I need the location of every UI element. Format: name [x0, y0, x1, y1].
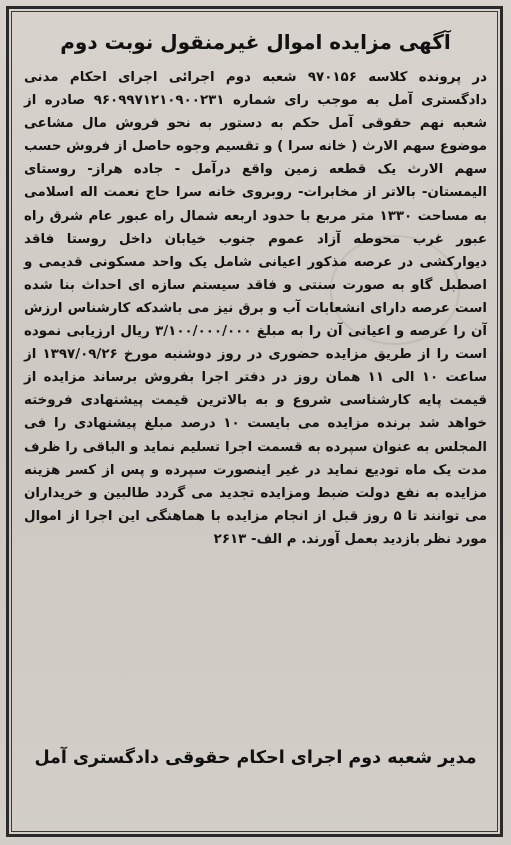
notice-signature: مدیر شعبه دوم اجرای احکام حقوقی دادگستری آمل — [34, 748, 477, 768]
notice-title: آگهی مزایده اموال غیرمنقول نوبت دوم — [60, 30, 451, 54]
notice-body: در پرونده کلاسه ۹۷۰۱۵۶ شعبه دوم اجرائی اجرای احکام مدنی دادگستری آمل به موجب رای شماره ۹۶۰۹۹۷۱۲۱۰۹۰۰۲۳۱ صادره از شعبه نهم حقوقی آمل حکم به دستور به نحو فروش مال مشاعی موضوع سهم الارث ( خانه سرا ) و تقسیم وجوه حاصل از فروش حسب سهم الارث یک قطعه زمین واقع درآمل - جاده هراز- روستای الیمستان- بالاتر از مخابرات- روبروی خانه سرا حاج نعمت اله اسلامی به مساحت ۱۳۳۰ متر مربع با حدود اربعه شمال راه عبور عام شرق راه عبور غرب محوطه آزاد عموم جنوب خیابان داخل روستا فاقد دیوارکشی در عرصه مذکور اعیانی شامل یک واحد مسکونی قدیمی و اصطبل گاو به صورت سنتی و فاقد سیستم سازه ای احداث بنا شده است عرصه دارای انشعابات آب و برق نیز می باشدکه کارشناس ارزش آن را عرصه و اعیانی آن را به مبلغ ۳/۱۰۰/۰۰۰/۰۰۰ ریال ارزیابی نموده است را از طریق مزایده حضوری در روز دوشنبه مورخ ۱۳۹۷/۰۹/۲۶ از ساعت ۱۰ الی ۱۱ همان روز در دفتر اجرا بفروش برساند مزایده از قیمت پایه کارشناسی شروع و به بالاترین قیمت پیشنهادی فروخته خواهد شد برنده مزایده می بایست ۱۰ درصد مبلغ پیشنهادی را فی المجلس به عنوان سپرده به قسمت اجرا تسلیم نماید و الباقی را ظرف مدت یک ماه تودیع نماید در غیر اینصورت سپرده و پس از کسر هزینه مزایده به نفع دولت ضبط ومزایده تجدید می گردد طالبین و خریداران می توانند تا ۵ روز قبل از انجام مزایده با هماهنگی این اجرا از اموال مورد نظر بازدید بعمل آورند. م الف- ۲۶۱۳ — [24, 70, 488, 547]
